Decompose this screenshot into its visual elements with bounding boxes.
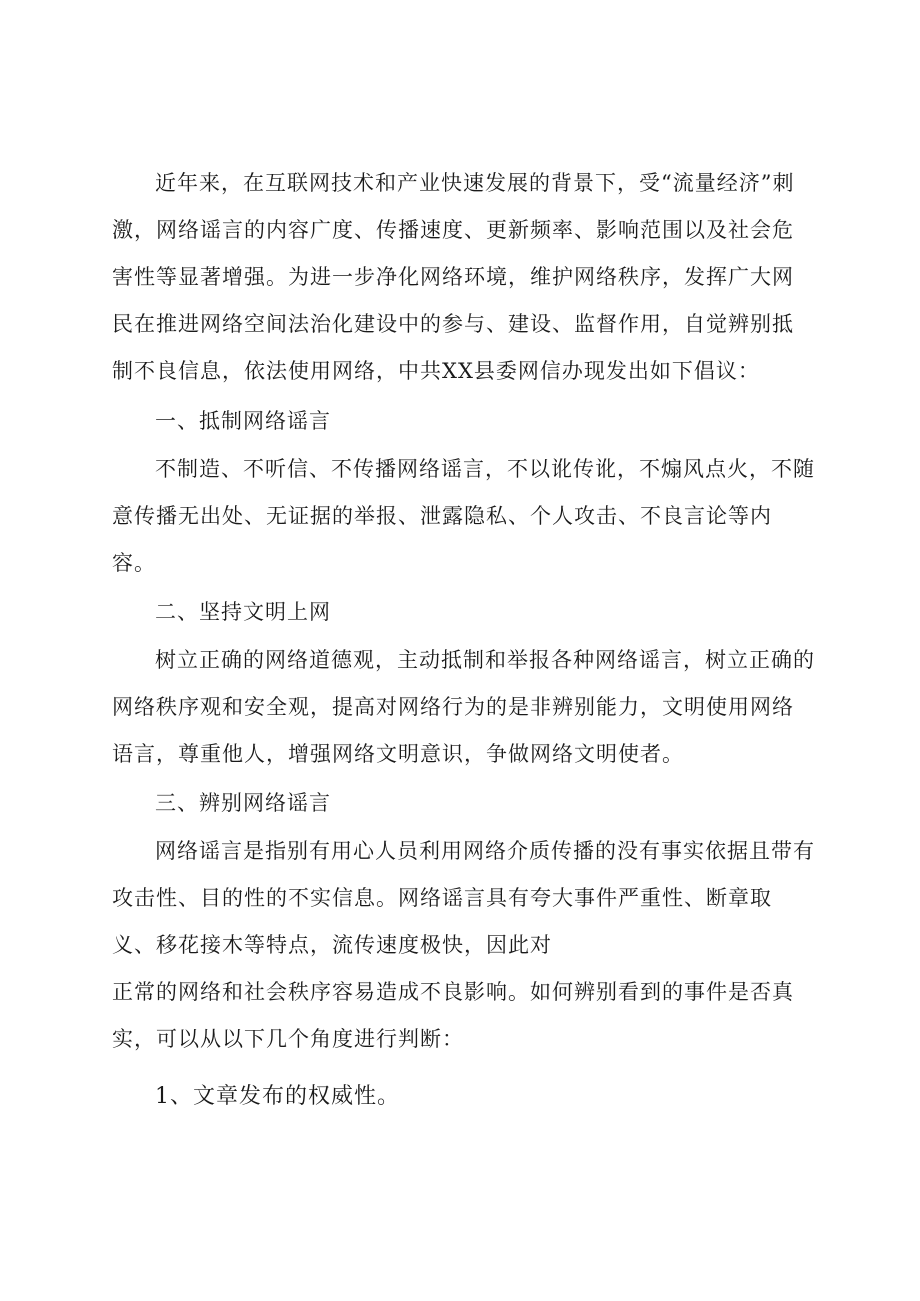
section1-line-2: 意传播无出处、无证据的举报、泄露隐私、个人攻击、不良言论等内 — [112, 504, 772, 528]
section2-line-2: 网络秩序观和安全观，提高对网络行为的是非辨别能力，文明使用网络 — [112, 695, 794, 719]
intro-line-2: 激，网络谣言的内容广度、传播速度、更新频率、影响范围以及社会危 — [112, 218, 794, 242]
intro-line-4: 民在推进网络空间法治化建设中的参与、建设、监督作用，自觉辨别抵 — [112, 312, 794, 336]
section1-line-1: 不制造、不听信、不传播网络谣言，不以讹传讹，不煽风点火，不随 — [155, 457, 815, 481]
section3-line-4: 正常的网络和社会秩序容易造成不良影响。如何辨别看到的事件是否真 — [112, 980, 794, 1004]
section3-line-2: 攻击性、目的性的不实信息。网络谣言具有夸大事件严重性、断章取 — [112, 886, 772, 910]
section1-line-3: 容。 — [112, 551, 156, 575]
section1-heading: 一、抵制网络谣言 — [155, 409, 331, 433]
intro-line-1: 近年来，在互联网技术和产业快速发展的背景下，受“流量经济”刺 — [155, 171, 795, 195]
section3-heading: 三、辨别网络谣言 — [155, 791, 331, 815]
intro-line-5: 制不良信息，依法使用网络，中共XX县委网信办现发出如下倡议： — [112, 359, 760, 383]
intro-line-3: 害性等显著增强。为进一步净化网络环境，维护网络秩序，发挥广大网 — [112, 265, 794, 289]
section2-line-1: 树立正确的网络道德观，主动抵制和举报各种网络谣言，树立正确的 — [155, 648, 815, 672]
section2-line-3: 语言，尊重他人，增强网络文明意识，争做网络文明使者。 — [112, 742, 684, 766]
section3-line-5: 实，可以从以下几个角度进行判断： — [112, 1027, 464, 1051]
section3-line-1: 网络谣言是指别有用心人员利用网络介质传播的没有事实依据且带有 — [155, 839, 815, 863]
section2-heading: 二、坚持文明上网 — [155, 600, 331, 624]
item-1: 1、文章发布的权威性。 — [155, 1084, 400, 1109]
section3-line-3: 义、移花接木等特点，流传速度极快，因此对 — [112, 933, 552, 957]
